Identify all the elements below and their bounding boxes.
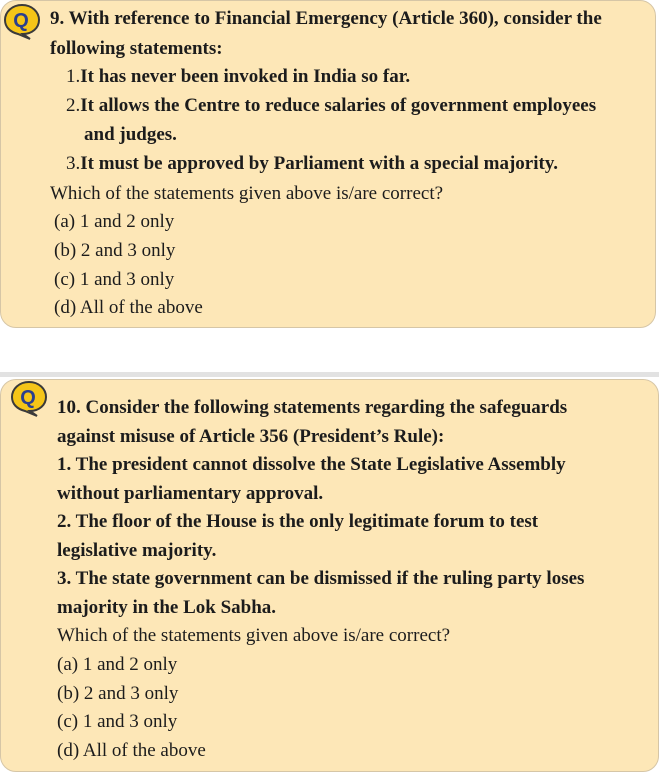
question-10-line-3: 1. The president cannot dissolve the State Legislative Assembly (57, 454, 566, 475)
option-d: (d) All of the above (57, 740, 206, 761)
svg-text:Q: Q (20, 387, 36, 409)
question-10-line-6: legislative majority. (57, 540, 217, 561)
option-a: (a) 1 and 2 only (54, 211, 175, 232)
question-9-title-line-1: 9. With reference to Financial Emergency (Article 360), consider the (50, 8, 602, 29)
option-d: (d) All of the above (54, 297, 203, 318)
option-b: (b) 2 and 3 only (54, 240, 176, 261)
statement-1: 1.It has never been invoked in India so far. (66, 66, 411, 87)
question-10-line-2: against misuse of Article 356 (President’s Rule): (57, 426, 445, 447)
option-c: (c) 1 and 3 only (54, 269, 175, 290)
divider (0, 372, 659, 377)
option-a: (a) 1 and 2 only (57, 654, 178, 675)
statement-2-continued: and judges. (84, 124, 177, 145)
question-9-prompt: Which of the statements given above is/are correct? (50, 183, 444, 204)
q-badge-icon (2, 2, 42, 40)
question-10-line-8: majority in the Lok Sabha. (57, 597, 277, 618)
option-c: (c) 1 and 3 only (57, 711, 178, 732)
q-badge-icon (9, 379, 49, 417)
question-10-line-1: 10. Consider the following statements regarding the safeguards (57, 397, 568, 418)
question-10-prompt: Which of the statements given above is/are correct? (57, 625, 451, 646)
question-9-title-line-2: following statements: (50, 38, 223, 59)
question-10-line-4: without parliamentary approval. (57, 483, 324, 504)
statement-3: 3.It must be approved by Parliament with a special majority. (66, 153, 559, 174)
question-10-line-7: 3. The state government can be dismissed if the ruling party loses (57, 568, 585, 589)
option-b: (b) 2 and 3 only (57, 683, 179, 704)
statement-2: 2.It allows the Centre to reduce salaries of government employees (66, 95, 597, 116)
svg-text:Q: Q (13, 10, 29, 32)
question-10-line-5: 2. The floor of the House is the only legitimate forum to test (57, 511, 539, 532)
